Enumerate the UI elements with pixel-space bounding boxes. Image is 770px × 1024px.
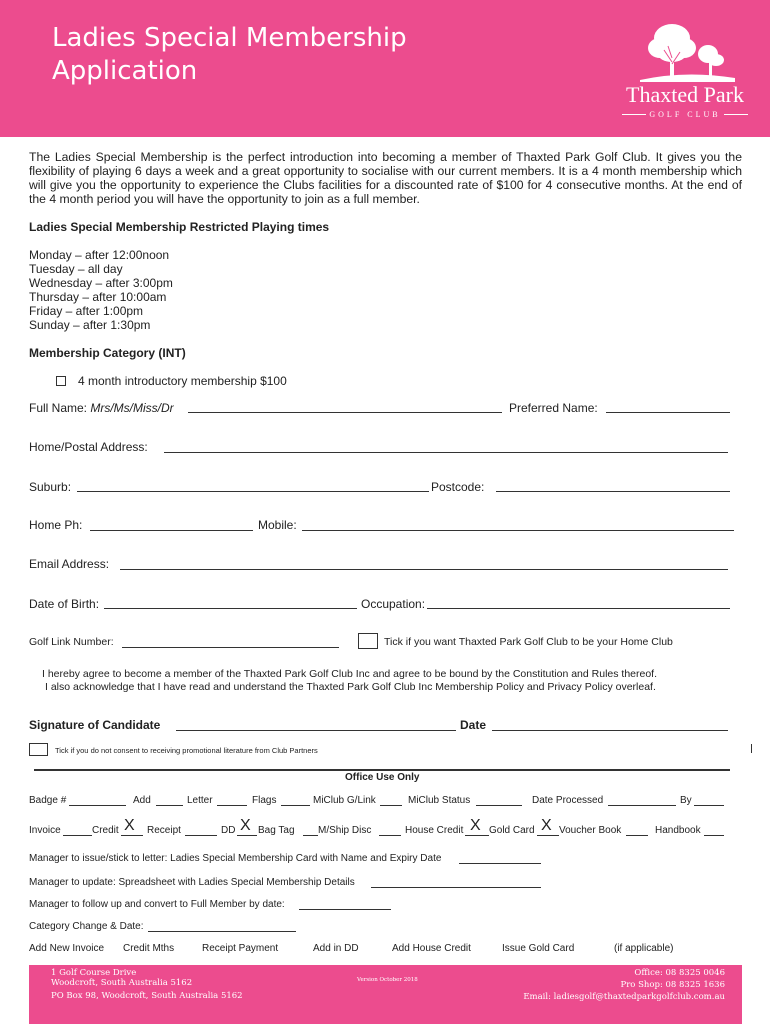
playing-time-item: Tuesday – all day [29,262,123,276]
postcode-field[interactable] [496,491,730,492]
club-logo [620,18,750,123]
category-heading: Membership Category (INT) [29,346,186,360]
category-change-field[interactable] [148,931,296,932]
handbook-label: Handbook [655,825,701,836]
manager-issue-label: Manager to issue/stick to letter: Ladies Special Membership Card with Name and Expiry Date [29,853,442,864]
house-credit-label: House Credit [405,825,464,836]
title-line-2: Application [52,56,198,86]
by-label: By [680,795,692,806]
mobile-field[interactable] [302,530,734,531]
credit-x-mark: X [124,817,135,834]
invoice-field[interactable] [63,835,92,836]
gold-card-field[interactable] [537,835,559,836]
golf-link-field[interactable] [122,647,339,648]
playing-times-heading: Ladies Special Membership Restricted Playing times [29,220,330,234]
signature-date-field[interactable] [492,730,728,731]
full-name-field[interactable] [188,412,502,413]
logo-divider-right [724,114,748,115]
add-new-invoice: Add New Invoice [29,943,105,954]
home-club-label: Tick if you want Thaxted Park Golf Club to be your Home Club [384,636,673,648]
home-phone-label: Home Ph: [29,518,83,532]
handbook-field[interactable] [704,835,724,836]
form-title [52,22,412,88]
title-line-1: Ladies Special Membership [52,23,407,53]
manager-issue-field[interactable] [459,863,541,864]
credit-mths: Credit Mths [123,943,175,954]
badge-field[interactable] [69,805,126,806]
date-processed-field[interactable] [608,805,676,806]
header-banner [0,0,770,137]
full-name-label [29,401,174,415]
dd-x-mark: X [240,817,251,834]
footer-version: Version October 2018 [357,977,418,983]
playing-time-item: Friday – after 1:00pm [29,304,144,318]
glink-field[interactable] [380,805,402,806]
miclub-status-field[interactable] [476,805,522,806]
home-phone-field[interactable] [90,530,253,531]
tree-icon [620,18,750,84]
gold-card-x-mark: X [541,817,552,834]
miclub-status-label: MiClub Status [408,795,471,806]
preferred-name-field[interactable] [606,412,730,413]
mship-disc-label: M/Ship Disc [318,825,372,836]
footer-email[interactable]: Email: ladiesgolf@thaxtedparkgolfclub.com.au [523,992,725,1002]
add-label: Add [133,795,151,806]
logo-name: Thaxted Park [626,82,744,107]
suburb-label: Suburb: [29,480,72,494]
home-club-checkbox[interactable] [358,633,378,649]
playing-time-item: Wednesday – after 3:00pm [29,276,173,290]
footer-banner [29,965,742,1024]
date-processed-label: Date Processed [532,795,604,806]
agreement-line-1: I hereby agree to become a member of the Thaxted Park Golf Club Inc and agree to be bound by the Constitution and Rules thereof. [42,668,658,680]
footer-office-phone: Office: 08 8325 0046 [634,968,725,978]
gold-card-label: Gold Card [489,825,535,836]
signature-label: Signature of Candidate [29,718,161,732]
dob-label: Date of Birth: [29,597,100,611]
manager-update-field[interactable] [371,887,541,888]
letter-label: Letter [187,795,213,806]
golf-link-label: Golf Link Number: [29,636,114,648]
consent-checkbox[interactable] [29,743,48,756]
logo-subtitle: GOLF CLUB [649,110,721,119]
email-field[interactable] [120,569,728,570]
flags-label: Flags [252,795,277,806]
add-field[interactable] [156,805,183,806]
dd-label: DD [221,825,236,836]
receipt-label: Receipt [147,825,181,836]
footer-address-1: 1 Golf Course Drive [51,968,137,978]
badge-label: Badge # [29,795,67,806]
email-label: Email Address: [29,557,110,571]
house-credit-field[interactable] [465,835,489,836]
consent-label: Tick if you do not consent to receiving promotional literature from Club Partners [55,746,318,755]
category-option-label: 4 month introductory membership $100 [78,374,287,388]
manager-update-label: Manager to update: Spreadsheet with Ladies Special Membership Details [29,877,355,888]
credit-label: Credit [92,825,119,836]
address-field[interactable] [164,452,728,453]
office-divider [34,769,730,771]
date-label: Date [460,718,487,732]
page-edge-mark [751,744,752,753]
voucher-book-label: Voucher Book [559,825,622,836]
voucher-book-field[interactable] [626,835,648,836]
postcode-label: Postcode: [431,480,485,494]
category-change-label: Category Change & Date: [29,921,144,932]
mship-disc-field[interactable] [379,835,401,836]
if-applicable: (if applicable) [614,943,674,954]
glink-label: MiClub G/Link [313,795,376,806]
title-prefix: Mrs/Ms/Miss/Dr [90,401,174,415]
signature-field[interactable] [176,730,456,731]
add-in-dd: Add in DD [313,943,359,954]
receipt-field[interactable] [185,835,217,836]
house-credit-x-mark: X [470,817,481,834]
by-field[interactable] [694,805,724,806]
playing-time-item: Sunday – after 1:30pm [29,318,151,332]
occupation-field[interactable] [427,608,730,609]
bag-tag-label: Bag Tag [258,825,295,836]
preferred-name-label: Preferred Name: [509,401,598,415]
intro-paragraph: The Ladies Special Membership is the perfect introduction into becoming a member of Thaxted Park Golf Club. It gives you the flexibility of playing 6 days a week and a great opportunity to socialise with our current members. It is a 4 month membership which will give you the opportunity to experience the Clubs facilities for a discounted rate of $100 for 4 consecutive months. At the end of the 4 month period you will have the opportunity to join as a full member. [29,150,742,206]
manager-follow-field[interactable] [299,909,391,910]
address-label: Home/Postal Address: [29,440,148,454]
footer-address-3: PO Box 98, Woodcroft, South Australia 5162 [51,991,243,1001]
playing-time-item: Monday – after 12:00noon [29,248,170,262]
manager-follow-label: Manager to follow up and convert to Full Member by date: [29,899,285,910]
playing-time-item: Thursday – after 10:00am [29,290,167,304]
footer-address-2: Woodcroft, South Australia 5162 [51,978,193,988]
suburb-field[interactable] [77,491,429,492]
agreement-line-2: I also acknowledge that I have read and understand the Thaxted Park Golf Club Inc Membership Policy and Privacy Policy overleaf. [45,681,656,693]
category-checkbox[interactable] [56,376,66,386]
letter-field[interactable] [217,805,247,806]
receipt-payment: Receipt Payment [202,943,279,954]
add-house-credit: Add House Credit [392,943,471,954]
bag-tag-field[interactable] [303,835,318,836]
dd-field[interactable] [237,835,257,836]
credit-field[interactable] [121,835,143,836]
issue-gold-card: Issue Gold Card [502,943,575,954]
office-use-heading: Office Use Only [345,772,420,783]
full-name-text: Full Name: [29,401,88,415]
dob-field[interactable] [104,608,357,609]
flags-field[interactable] [281,805,310,806]
mobile-label: Mobile: [258,518,297,532]
footer-proshop-phone: Pro Shop: 08 8325 1636 [620,980,725,990]
invoice-label: Invoice [29,825,61,836]
occupation-label: Occupation: [361,597,426,611]
